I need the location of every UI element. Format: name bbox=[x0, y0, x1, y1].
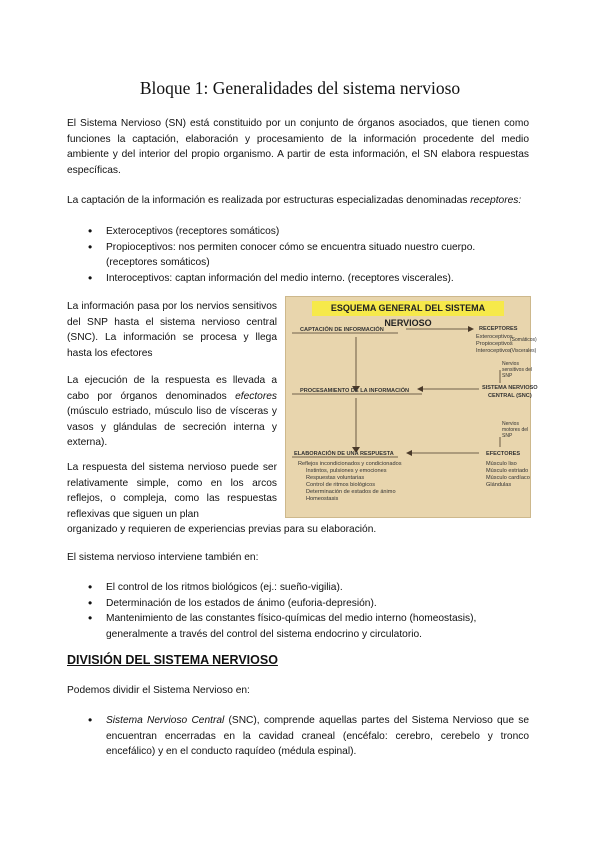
interviene-list bbox=[82, 580, 529, 642]
diagram-nervios-sensitivos: Nervios sensitivos del SNP bbox=[502, 361, 533, 379]
diagram-nervios-motores: Nervios motores del SNP bbox=[502, 421, 529, 439]
list-item: • El control de los ritmos biológicos (ej.: sueño-vigilia). bbox=[82, 580, 529, 596]
list-item: • Propioceptivos: nos permiten conocer cómo se encuentra situado nuestro cuerpo. (receptores somáticos) bbox=[82, 240, 529, 271]
list-item: • Mantenimiento de las constantes físico-químicas del medio interno (homeostasis), generalmente a través del control del sistema endocrino y circulatorio. bbox=[82, 611, 529, 642]
dividir-paragraph: Podemos dividir el Sistema Nervioso en: bbox=[67, 685, 250, 696]
respuesta-continuation: organizado y requieren de experiencias previas para su elaboración. bbox=[67, 524, 377, 535]
list-item: • Determinación de los estados de ánimo (euforia-depresión). bbox=[82, 596, 529, 612]
snc-term: Sistema Nervioso Central bbox=[106, 715, 225, 726]
diagram-rec-3: Interoceptivos bbox=[476, 348, 511, 354]
page-title: Bloque 1: Generalidades del sistema nervioso bbox=[139, 78, 461, 98]
ejecucion-after: (músculo estriado, músculo liso de vísceras y vasos y glándulas de secreción interna y externa). bbox=[67, 406, 277, 449]
diagram-efe-item: Glándulas bbox=[486, 482, 512, 488]
diagram-efe-item: Músculo cardíaco bbox=[486, 475, 530, 481]
ejecucion-paragraph bbox=[67, 373, 277, 451]
diagram-efe-item: Músculo estriado bbox=[486, 468, 529, 474]
respuesta-paragraph: La respuesta del sistema nervioso puede ser relativamente simple, como en los arcos reflejos, o compleja, como las respuestas reflexivas que siguen un plan bbox=[67, 462, 277, 520]
diagram-resp-item: Determinación de estados de ánimo bbox=[306, 489, 396, 495]
division-list bbox=[82, 713, 529, 760]
receptores-term: receptores bbox=[470, 195, 519, 206]
diagram-rec-viscerales: (Viscerales) bbox=[510, 348, 537, 354]
diagram-resp-item: Reflejos incondicionados y condicionados bbox=[298, 461, 402, 467]
ejecucion-before: La ejecución de la respuesta es llevada a cabo por órganos denominados bbox=[67, 375, 277, 402]
division-heading: DIVISIÓN DEL SISTEMA NERVIOSO bbox=[67, 653, 278, 667]
diagram-elaboracion: ELABORACIÓN DE UNA RESPUESTA bbox=[294, 451, 394, 457]
captacion-text: La captación de la información es realizada por estructuras especializadas denominadas bbox=[67, 195, 468, 206]
diagram-receptores: RECEPTORES bbox=[479, 326, 518, 332]
diagram-snc-2: CENTRAL (SNC) bbox=[488, 393, 532, 399]
diagram-title: ESQUEMA GENERAL DEL SISTEMA NERVIOSO bbox=[312, 301, 504, 316]
diagram-resp-item: Homeostasis bbox=[306, 496, 339, 502]
diagram-resp-item: Respuestas voluntarias bbox=[306, 475, 365, 481]
diagram-rec-1: Exteroceptivos bbox=[476, 334, 513, 340]
snp-paragraph: La información pasa por los nervios sensitivos del SNP hasta el sistema nervioso central (SNC). La información se procesa y llega hasta los efectores bbox=[67, 301, 277, 359]
diagram-efectores: EFECTORES bbox=[486, 451, 521, 457]
diagram-resp-item: Instintos, pulsiones y emociones bbox=[306, 468, 387, 474]
list-item: • Interoceptivos: captan información del medio interno. (receptores viscerales). bbox=[82, 271, 529, 287]
diagram-rec-somaticos: (Somáticos) bbox=[510, 337, 537, 343]
captacion-colon: : bbox=[518, 195, 522, 206]
diagram-rec-2: Propioceptivos bbox=[476, 341, 513, 347]
intro-paragraph: El Sistema Nervioso (SN) está constituido por un conjunto de órganos asociados, que tienen como funciones la captación, elaboración y procesamiento de la información procedente del medio ambiente y del interior del propio organismo. A partir de esta información, el SN elabora respuestas específicas. bbox=[67, 118, 529, 176]
list-item bbox=[82, 713, 529, 760]
diagram-snc-1: SISTEMA NERVIOSO bbox=[482, 385, 538, 391]
captacion-paragraph bbox=[67, 193, 529, 209]
efectores-term: efectores bbox=[235, 390, 277, 402]
diagram-captacion: CAPTACIÓN DE INFORMACIÓN bbox=[300, 327, 384, 333]
receptor-list bbox=[82, 224, 529, 286]
snc-description: (SNC), comprende aquellas partes del Sistema Nervioso que se encuentran encerradas en la cavidad craneal (encéfalo: cerebro, cerebelo y tronco encefálico) y en el conducto raquídeo (médula espinal). bbox=[106, 715, 529, 758]
diagram-resp-item: Control de ritmos biológicos bbox=[306, 482, 376, 488]
nervous-system-diagram bbox=[285, 296, 538, 518]
interviene-paragraph: El sistema nervioso interviene también en: bbox=[67, 552, 259, 563]
diagram-procesamiento: PROCESAMIENTO DE LA INFORMACIÓN bbox=[300, 388, 410, 394]
list-item: • Exteroceptivos (receptores somáticos) bbox=[82, 224, 529, 240]
diagram-efe-item: Músculo liso bbox=[486, 461, 517, 467]
